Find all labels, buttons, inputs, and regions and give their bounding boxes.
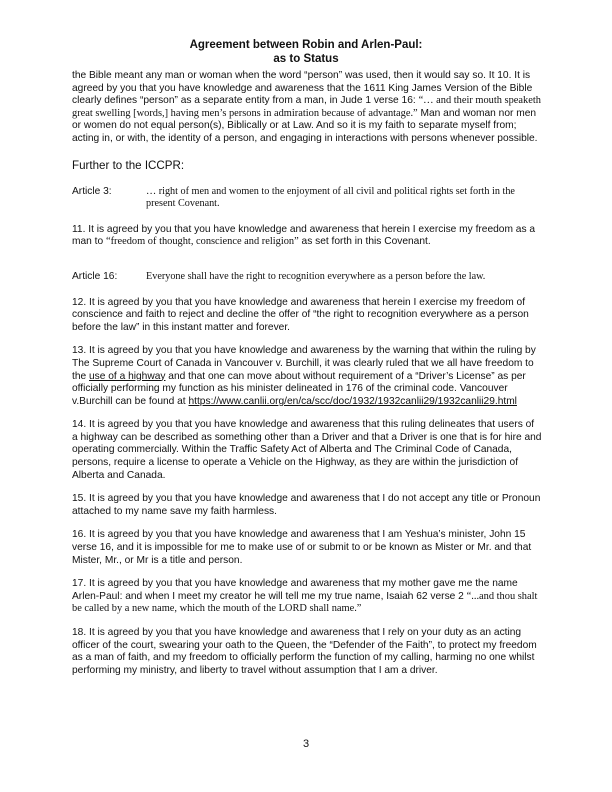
paragraph-15: 15. It is agreed by you that you have knowledge and awareness that I do not accept any title or Pronoun attached to my name save my faith harmless.	[72, 493, 541, 517]
paragraph-11-text-a: 11. It is agreed by you that you have knowledge and awareness that herein I exercise my freedom as a man to	[72, 223, 536, 248]
paragraph-10-text-b: Man and woman nor men or women do not equal person(s), Biblically or at Law. And so it is my faith to separate myself from; acting in, or with, the identity of a person, and engaging in interactions with persons whenever possible.	[72, 107, 538, 144]
article-3-label: Article 3:	[72, 185, 112, 197]
paragraph-14: 14. It is agreed by you that you have knowledge and awareness that this ruling delineates that users of a highway can be described as something other than a Driver and that a Driver is one that is for hire and operating commercially. Within the Traffic Safety Act of Alberta and The Criminal Code of Canada, persons, require a license to operate a Vehicle on the Highway, as they are within the jurisdiction of Alberta and Canada.	[72, 419, 542, 481]
paragraph-17-quote: “...and thou shalt be called by a new name, which the mouth of the LORD shall name.”	[72, 590, 538, 615]
paragraph-17	[72, 578, 542, 616]
paragraph-10	[72, 70, 542, 146]
paragraph-13	[72, 345, 542, 408]
paragraph-12: 12. It is agreed by you that you have knowledge and awareness that herein I exercise my freedom of conscience and faith to reject and decline the offer of “the right to recognition everywhere as a person before the law” in this instant matter and forever.	[72, 296, 529, 333]
paragraph-11	[72, 224, 542, 249]
paragraph-10-quote: “… and their mouth speaketh great swelling [words,] having men’s persons in admiration because of advantage.”	[72, 95, 541, 119]
title-line-2: as to Status	[273, 53, 339, 65]
article-16-block	[72, 271, 542, 284]
document-title	[0, 38, 612, 66]
paragraph-17-text-a: 17. It is agreed by you that you have knowledge and awareness that my mother gave me the name Arlen-Paul: and when I meet my creator he will tell me my true name, Isaiah 62 verse 2	[72, 578, 518, 602]
article-3-text: … right of men and women to the enjoyment of all civil and political rights set forth in the present Covenant.	[146, 185, 515, 210]
paragraph-13-text-b: and that one can move about without requirement of a “Driver’s License” as per officially performing my function as his minister delineated in 176 of the criminal code. Vancouver v.Burchill can be found at	[72, 370, 526, 407]
highway-link[interactable]: use of a highway	[89, 370, 166, 382]
paragraph-13-text-a: 13. It is agreed by you that you have knowledge and awareness by the warning that within the ruling by The Supreme Court of Canada in Vancouver v. Burchill, it was clearly ruled that we all have freedom to the	[72, 345, 536, 382]
paragraph-16: 16. It is agreed by you that you have knowledge and awareness that I am Yeshua’s minister, John 15 verse 16, and it is impossible for me to make use of or submit to or be known as Mister or Mr. and that Mister, Mr., or Mr is a title and person.	[72, 529, 532, 566]
article-16-text: Everyone shall have the right to recognition everywhere as a person before the law.	[146, 270, 486, 282]
paragraph-18: 18. It is agreed by you that you have knowledge and awareness that I rely on your duty as an acting officer of the court, swearing your oath to the Queen, the “Defender of the Faith”, to protect my freedom as a man of faith, and my freedom to officially perform the function of my calling, harming no one whilst performing my ministry, and liberty to travel without assumption that I am a driver.	[72, 627, 537, 676]
canlii-url-link[interactable]: https://www.canlii.org/en/ca/scc/doc/1932/1932canlii29/1932canlii29.html	[188, 395, 517, 407]
title-line-1: Agreement between Robin and Arlen-Paul:	[189, 39, 423, 51]
page-number: 3	[302, 738, 310, 750]
section-heading-iccpr: Further to the ICCPR:	[72, 158, 185, 172]
paragraph-11-quote: “freedom of thought, conscience and religion”	[105, 236, 299, 248]
paragraph-10-text-a: the Bible meant any man or woman when the word “person” was used, then it would say so. It 10. It is agreed by you that you have knowledge and awareness that the 1611 King James Version of the Bible clearly defines “person” as a separate entity from a man, in Jude 1 verse 16:	[72, 70, 533, 107]
document-body	[72, 70, 542, 677]
article-16-label: Article 16:	[72, 270, 118, 282]
paragraph-11-text-b: as set forth in this Covenant.	[298, 236, 431, 248]
article-3-block	[72, 186, 542, 211]
